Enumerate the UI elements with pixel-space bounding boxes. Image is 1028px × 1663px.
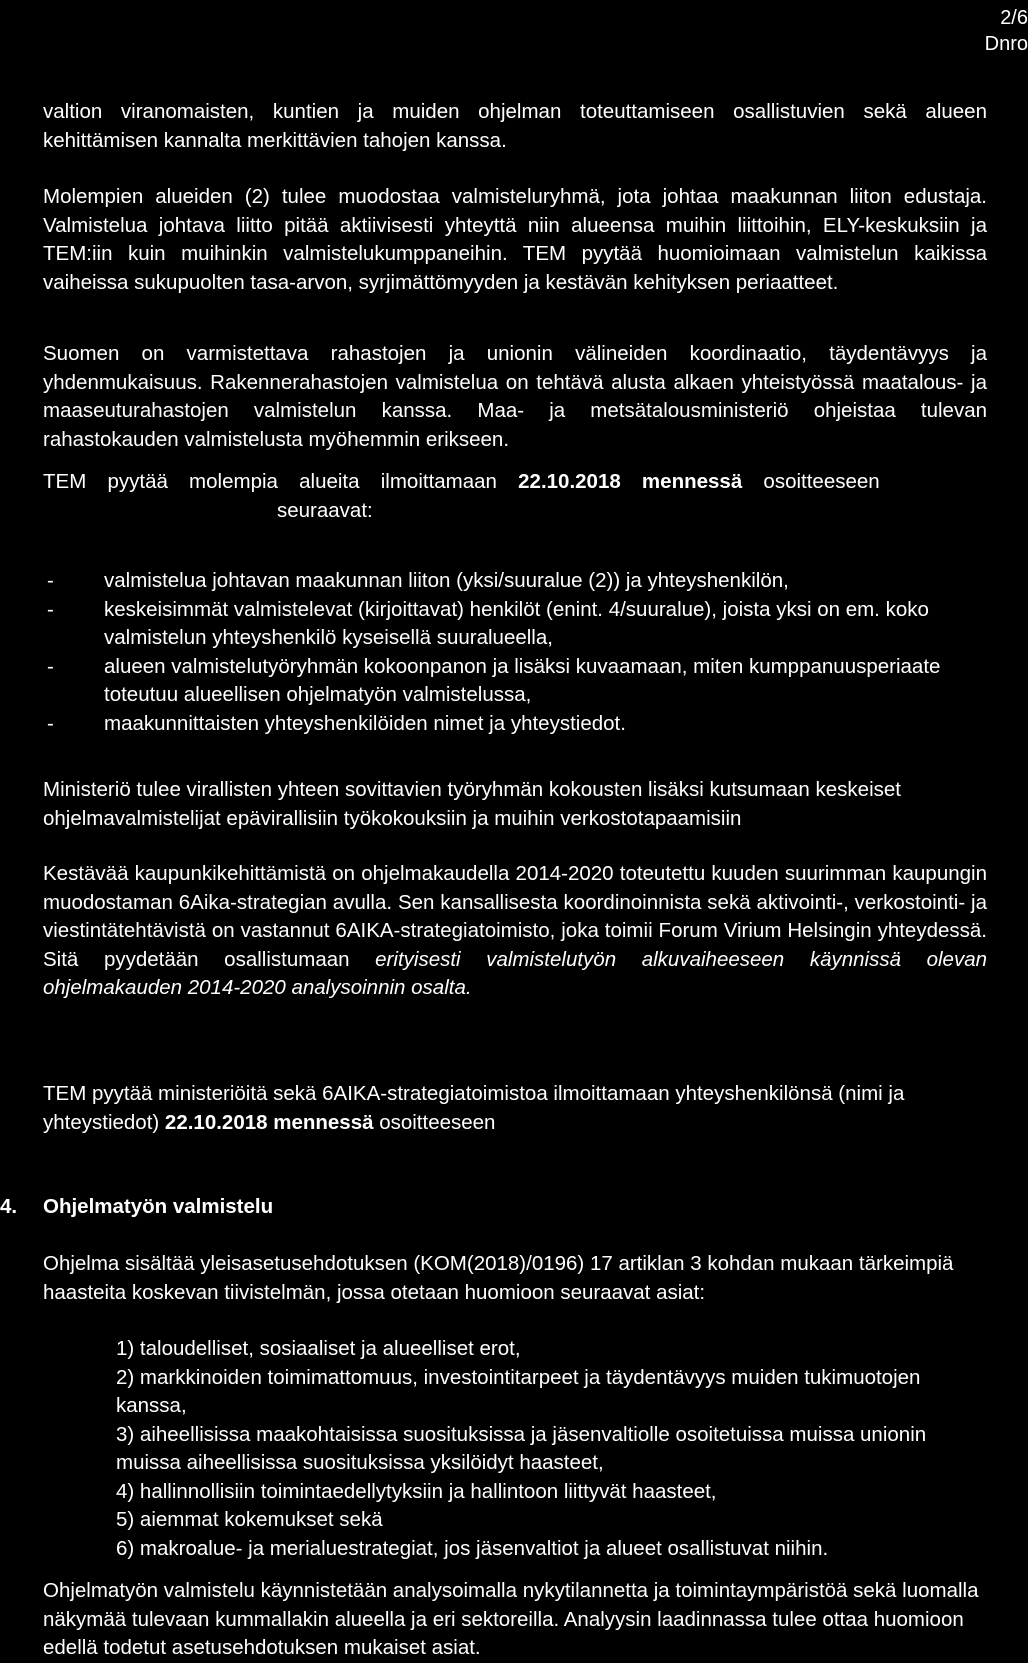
list-item: 3) aiheellisissa maakohtaisissa suosituksissa ja jäsenvaltiolle osoitetuissa muissa unionin muissa aiheellisissa suosituksissa yksilöidyt haasteet, [116,1422,927,1474]
list-item: - maakunnittaisten yhteyshenkilöiden nimet ja yhteystiedot. [43,710,983,739]
request-dash-list [43,567,983,738]
paragraph-stakeholders: valtion viranomaisten, kuntien ja muiden ohjelman toteuttamiseen osallistuvien sekä alueen kehittämisen kannalta merkittävien tahojen kanssa. [43,100,987,152]
dash-marker: - [47,654,54,678]
list-item: 4) hallinnollisiin toimintaedellytyksiin ja hallintoon liittyvät haasteet, [116,1479,717,1503]
tem-request-text: TEM pyytää molempia alueita ilmoittamaan [43,470,519,493]
list-item: - keskeisimmät valmistelevat (kirjoittavat) henkilöt (enint. 4/suuralue), joista yksi on em. koko valmistelun yhteyshenkilö kyseisellä suuralueella, [47,597,929,649]
dash-marker: - [47,569,54,592]
paragraph-analysis-start: Ohjelmatyön valmistelu käynnistetään analysoimalla nykytilannetta ja toimintaympäristöä sekä luomalla näkymää tulevaan kummallakin alueella ja eri sektoreilla. Analyysin laadinnassa tulee ottaa huomioon edellä todetut asetusehdotuksen mukaiset asiat. [43,1579,979,1659]
dash-marker: - [47,597,54,621]
list-item: 1) taloudelliset, sosiaaliset ja alueelliset erot, [116,1337,521,1360]
section-heading [0,1193,273,1222]
list-item: 2) markkinoiden toimimattomuus, investointitarpeet ja täydentävyys muiden tukimuotojen kanssa, [116,1365,921,1417]
section-number: 4. [0,1195,18,1218]
section-title: Ohjelmatyön valmistelu [43,1195,274,1218]
tem-request-following: seuraavat: [277,498,373,522]
list-item: - alueen valmistelutyöryhmän kokoonpanon ja lisäksi kuvaamaan, miten kumppanuusperiaate toteutuu alueellisen ohjelmatyön valmistelussa, [47,654,941,706]
paragraph-sustainable-urban: Kestävää kaupunkikehittämistä on ohjelmakaudella 2014-2020 toteutettu kuuden suurimman kaupungin muodostaman 6Aika-strategian avulla. Sen kansallisesta koordinoinnista sekä aktivointi-, verkostointi- ja viestintätehtävistä on vastannut 6AIKA-strategiatoimisto, joka toimii Forum Virium Helsingin yhteydessä. Sitä pyydetään osallistumaan erityisesti valmistelutyön alkuvaiheeseen käynnissä olevan ohjelmakauden 2014-2020 analysoinnin osalta. [43,862,988,999]
list-item: 5) aiemmat kokemukset sekä [116,1508,383,1531]
page-number: 2/6 [1000,7,1028,29]
dash-marker: - [47,711,54,735]
tem-request-deadline: 22.10.2018 mennessä [518,470,743,493]
dnro-label: Dnro [984,33,1028,55]
italic-emphasis: erityisesti valmistelutyön alkuvaiheeseen käynnissä olevan ohjelmakauden 2014-2020 analysoinnin osalta. [43,947,988,999]
ministries-deadline: 22.10.2018 mennessä [164,1110,374,1134]
paragraph-ministries-request: TEM pyytää ministeriöitä sekä 6AIKA-strategiatoimistoa ilmoittamaan yhteyshenkilönsä (nimi ja yhteystiedot) 22.10.2018 mennessä osoitteeseen [43,1082,905,1134]
paragraph-coordination: Suomen on varmistettava rahastojen ja unionin välineiden koordinaatio, täydentävyys ja yhdenmukaisuus. Rakennerahastojen valmistelua on tehtävä alusta alkaen yhteistyössä maatalous- ja maaseuturahastojen valmistelun kanssa. Maa- ja metsätalousministeriö ohjeistaa tulevan rahastokauden valmistelusta myöhemmin erikseen. [43,342,987,451]
paragraph-tem-request [43,468,987,525]
tem-request-address: osoitteeseen [742,470,880,493]
paragraph-program-contents: Ohjelma sisältää yleisasetusehdotuksen (KOM(2018)/0196) 17 artiklan 3 kohdan mukaan tärkeimpiä haasteita koskevan tiivistelmän, jossa otetaan huomioon seuraavat asiat: [43,1252,954,1304]
list-item: 6) makroalue- ja merialuestrategiat, jos jäsenvaltiot ja alueet osallistuvat niihin. [116,1536,829,1560]
paragraph-preparation-group: Molempien alueiden (2) tulee muodostaa valmisteluryhmä, jota johtaa maakunnan liiton edustaja. Valmistelua johtava liitto pitää aktiivisesti yhteyttä niin alueensa muihin liittoihin, ELY-keskuksiin ja TEM:iin kuin muihinkin valmistelukumppaneihin. TEM pyytää huomioimaan valmistelun kaikissa vaiheissa sukupuolten tasa-arvon, syrjimättömyyden ja kestävän kehityksen periaatteet. [43,185,987,294]
challenges-numbered-list [116,1335,988,1563]
list-item: - valmistelua johtavan maakunnan liiton (yksi/suuralue (2)) ja yhteyshenkilön, [43,567,983,596]
paragraph-ministry-meetings: Ministeriö tulee virallisten yhteen sovittavien työryhmän kokousten lisäksi kutsumaan keskeiset ohjelmavalmistelijat epävirallisiin työkokouksiin ja muihin verkostotapaamisiin [43,778,901,830]
